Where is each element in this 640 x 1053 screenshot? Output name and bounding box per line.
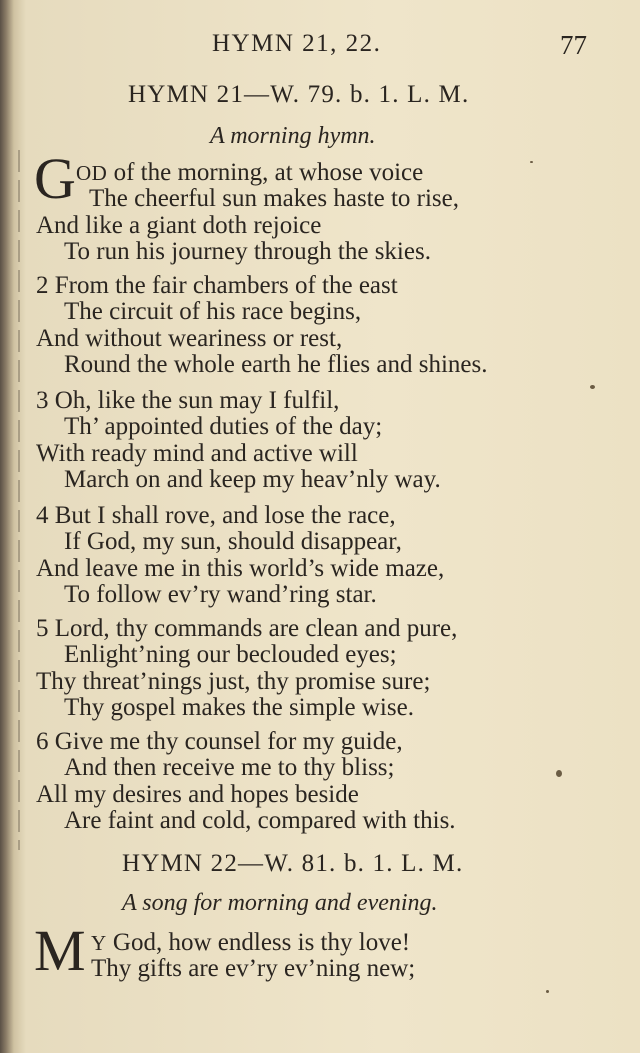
verse-line: And like a giant doth rejoice bbox=[36, 212, 322, 239]
verse-line: And without weariness or rest, bbox=[36, 325, 343, 352]
paper-speck bbox=[556, 770, 562, 777]
hymn-22-dropcap: M bbox=[34, 918, 86, 983]
verse-line: Enlight’ning our beclouded eyes; bbox=[64, 641, 397, 668]
hymn-21-subtitle: A morning hymn. bbox=[210, 123, 376, 149]
verse-line: To run his journey through the skies. bbox=[64, 238, 431, 265]
verse-line: Thy gifts are ev’ry ev’ning new; bbox=[91, 955, 416, 982]
hymn-21-dropcap: G bbox=[34, 146, 76, 211]
verse-line: And leave me in this world’s wide maze, bbox=[36, 555, 445, 582]
first-word-smallcaps: OD bbox=[76, 161, 108, 185]
hymn-22-subtitle: A song for morning and evening. bbox=[122, 890, 438, 916]
hymn-22-title: HYMN 22—W. 81. b. 1. L. M. bbox=[122, 850, 464, 877]
verse-line: And then receive me to thy bliss; bbox=[64, 754, 395, 781]
verse-line: 2 From the fair chambers of the east bbox=[36, 272, 398, 299]
verse-line: 5 Lord, thy commands are clean and pure, bbox=[36, 615, 458, 642]
page-gutter bbox=[18, 150, 20, 850]
verse-line: The circuit of his race begins, bbox=[64, 298, 362, 325]
verse-line: Thy gospel makes the simple wise. bbox=[64, 694, 414, 721]
verse-line: Are faint and cold, compared with this. bbox=[64, 807, 456, 834]
page-number: 77 bbox=[560, 30, 587, 60]
hymn-21-title: HYMN 21—W. 79. b. 1. L. M. bbox=[128, 81, 470, 108]
first-word-smallcaps: Y bbox=[91, 931, 107, 955]
paper-speck bbox=[546, 990, 549, 993]
verse-line: If God, my sun, should disappear, bbox=[64, 528, 402, 555]
verse-line: 4 But I shall rove, and lose the race, bbox=[36, 502, 396, 529]
verse-line: Thy threat’nings just, thy promise sure; bbox=[36, 668, 431, 695]
verse-line: Th’ appointed duties of the day; bbox=[64, 413, 383, 440]
first-line-rest: God, how endless is thy love! bbox=[106, 929, 411, 956]
verse-line: To follow ev’ry wand’ring star. bbox=[64, 581, 377, 608]
verse-line: All my desires and hopes beside bbox=[36, 781, 359, 808]
verse-line: March on and keep my heav’nly way. bbox=[64, 466, 441, 493]
paper-speck bbox=[530, 161, 533, 163]
paper-speck bbox=[590, 385, 595, 389]
running-head: HYMN 21, 22. bbox=[212, 30, 382, 57]
verse-line: 3 Oh, like the sun may I fulfil, bbox=[36, 387, 340, 414]
verse-line: The cheerful sun makes haste to rise, bbox=[89, 185, 460, 212]
first-line-rest: of the morning, at whose voice bbox=[107, 159, 424, 186]
hymn-22-first-line bbox=[91, 930, 410, 955]
verse-line: With ready mind and active will bbox=[36, 440, 358, 467]
verse-line: 6 Give me thy counsel for my guide, bbox=[36, 728, 403, 755]
hymn-21-first-line bbox=[76, 160, 423, 185]
verse-line: Round the whole earth he flies and shines. bbox=[64, 351, 488, 378]
